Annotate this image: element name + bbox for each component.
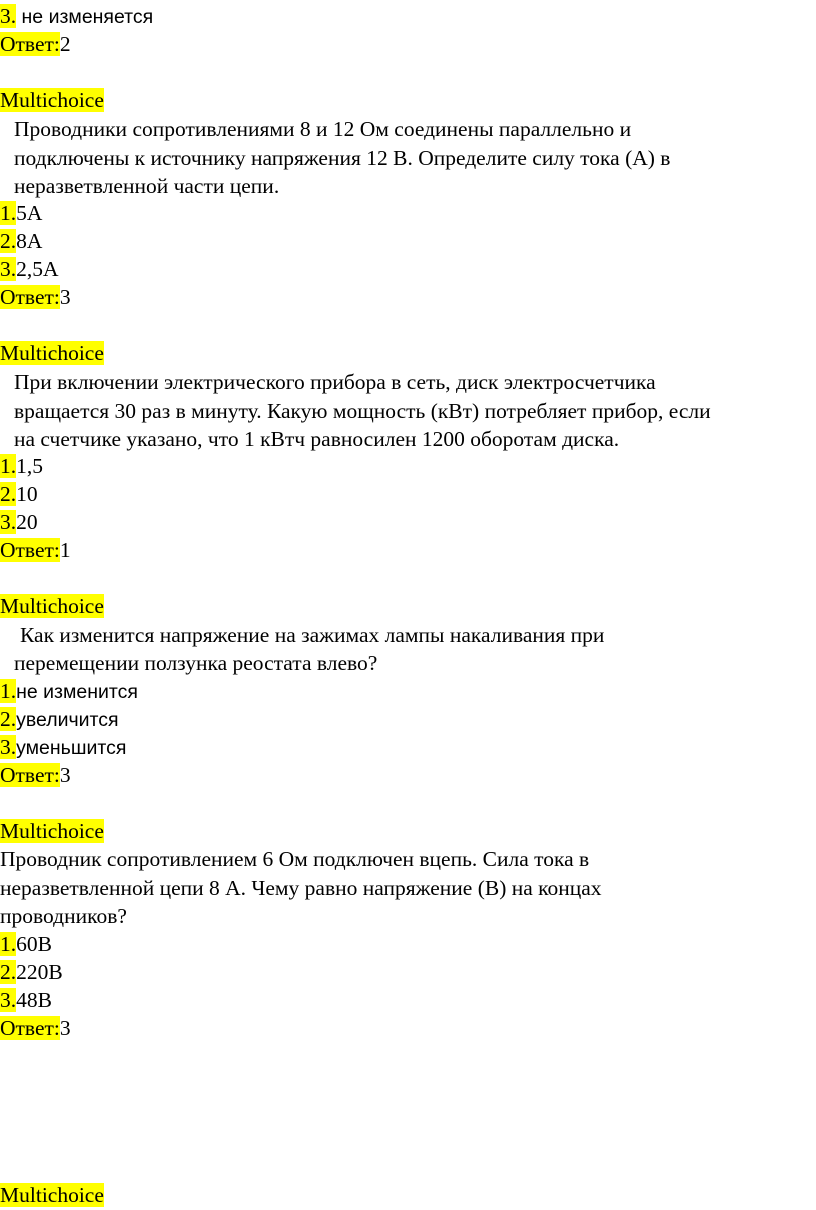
next-type-label: Multichoice <box>0 1183 104 1207</box>
q2-option-2: 2.10 <box>0 482 38 506</box>
prev-answer <box>0 31 71 57</box>
q1-text-line-2: подключены к источнику напряжения 12 В. Определите силу тока (А) в <box>14 146 671 170</box>
q4-text-line-1: Проводник сопротивлением 6 Ом подключен вцепь. Сила тока в <box>0 847 590 871</box>
q3-text-line-2: перемещении ползунка реостата влево? <box>14 651 378 675</box>
q3-option-1: 1.не изменится <box>0 679 138 703</box>
q4-text-line-2: неразветвленной цепи 8 А. Чему равно напряжение (В) на концах <box>0 876 602 900</box>
q4-option-2: 2.220В <box>0 960 63 984</box>
q4-type-label: Multichoice <box>0 819 104 843</box>
option-number: 3. <box>0 4 17 28</box>
q2-answer: Ответ:1 <box>0 538 71 562</box>
prev-option-3 <box>0 3 153 29</box>
q3-option-3: 3.уменьшится <box>0 735 127 759</box>
q1-type-label: Multichoice <box>0 88 104 112</box>
answer-value: 2 <box>59 32 71 56</box>
q1-option-2: 2.8А <box>0 229 43 253</box>
option-text: не изменяется <box>16 6 154 28</box>
q2-text-line-1: При включении электрического прибора в сеть, диск электросчетчика <box>14 370 656 394</box>
q4-text-line-3: проводников? <box>0 904 127 928</box>
answer-label: Ответ: <box>0 32 60 56</box>
q3-type-label: Multichoice <box>0 594 104 618</box>
q3-option-2: 2.увеличится <box>0 707 119 731</box>
q1-text-line-3: неразветвленной части цепи. <box>14 174 280 198</box>
q1-option-3: 3.2,5А <box>0 257 59 281</box>
q4-option-3: 3.48В <box>0 988 52 1012</box>
q1-option-1: 1.5А <box>0 201 43 225</box>
q4-answer: Ответ:3 <box>0 1016 71 1040</box>
q2-text-line-3: на счетчике указано, что 1 кВтч равносилен 1200 оборотам диска. <box>14 427 620 451</box>
q3-text-line-1: Как изменится напряжение на зажимах лампы накаливания при <box>20 623 605 647</box>
q2-option-3: 3.20 <box>0 510 38 534</box>
q1-text-line-1: Проводники сопротивлениями 8 и 12 Ом соединены параллельно и <box>14 117 632 141</box>
q4-option-1: 1.60В <box>0 932 52 956</box>
q2-text-line-2: вращается 30 раз в минуту. Какую мощность (кВт) потребляет прибор, если <box>14 399 711 423</box>
q2-option-1: 1.1,5 <box>0 454 43 478</box>
q1-answer: Ответ:3 <box>0 285 71 309</box>
q3-answer: Ответ:3 <box>0 763 71 787</box>
q2-type-label: Multichoice <box>0 341 104 365</box>
